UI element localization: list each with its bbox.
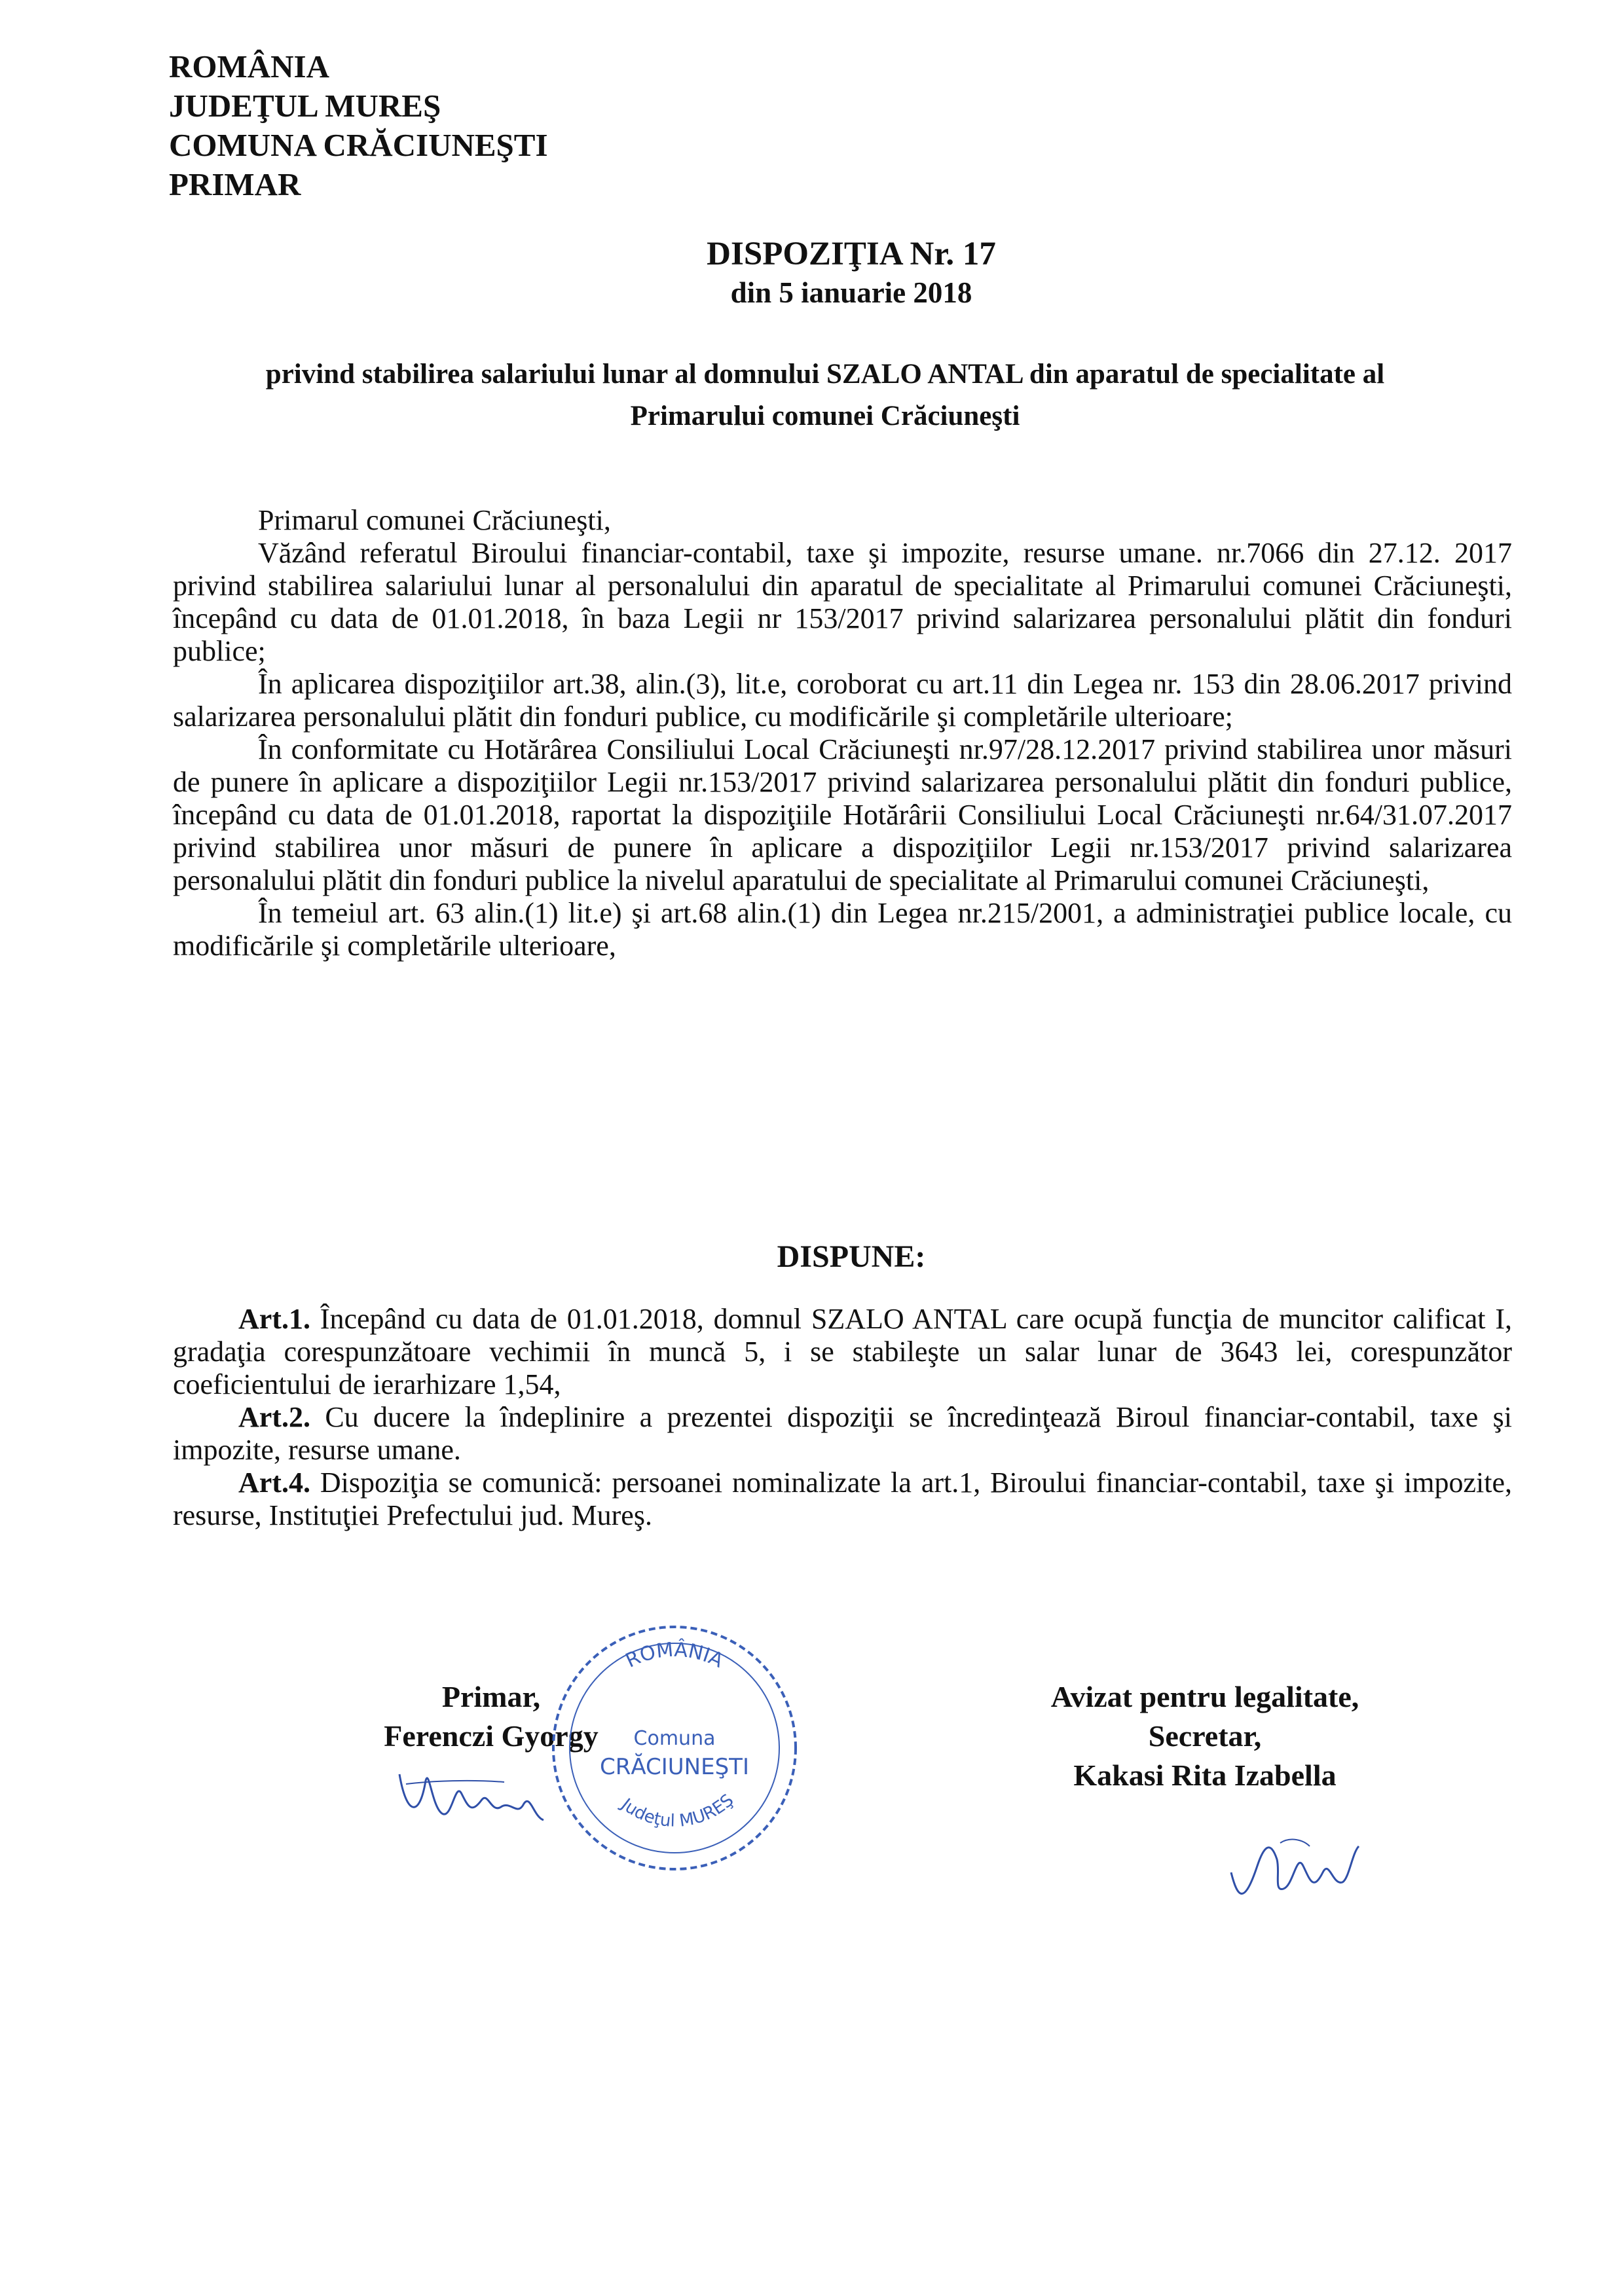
stamp-bottom-text: Judeţul MUREŞ xyxy=(617,1790,738,1831)
articles xyxy=(173,1303,1512,1532)
preamble-paragraph: În conformitate cu Hotărârea Consiliului Local Crăciuneşti nr.97/28.12.2017 privind stabilirea unor măsuri de punere în aplicare a dispoziţiilor Legii nr.153/2017 privind salarizarea personalului plătit din fonduri publice, începând cu data de 01.01.2018, raportat la dispoziţiile Hotărârii Consiliului Local Crăciuneşti nr.64/31.07.2017 privind stabilirea unor măsuri de punere în aplicare a dispoziţiilor Legii nr.153/2017 privind salarizarea personalului plătit din fonduri publice la nivelul aparatului de specialitate al Primarului comunei Crăciuneşti, xyxy=(173,733,1512,896)
stamp-middle-text: Comuna xyxy=(633,1727,716,1750)
legality-endorsement: Avizat pentru legalitate, xyxy=(1050,1680,1359,1713)
article-4 xyxy=(173,1467,1512,1532)
article-text: Începând cu data de 01.01.2018, domnul SZALO ANTAL care ocupă funcţia de muncitor calificat I, gradaţia corespunzătoare vechimii în muncă 5, i se stabileşte un salar lunar de 3643 lei, corespunzător coeficientului de ierarhizare 1,54, xyxy=(173,1303,1512,1400)
preamble-paragraph: Văzând referatul Biroului financiar-contabil, taxe şi impozite, resurse umane. nr.7066 din 27.12. 2017 privind stabilirea salariului lunar al personalului din aparatul de specialitate al Primarului comunei Crăciuneşti, începând cu data de 01.01.2018, în baza Legii nr 153/2017 privind salarizarea personalului plătit din fonduri publice; xyxy=(173,537,1512,667)
disposition-number: DISPOZIŢIA Nr. 17 xyxy=(707,236,996,272)
header-role: PRIMAR xyxy=(169,166,301,202)
secretary-signature-block xyxy=(989,1677,1421,1795)
header-country: ROMÂNIA xyxy=(169,48,329,84)
article-label: Art.1. xyxy=(238,1303,310,1335)
article-text: Dispoziţia se comunică: persoanei nominalizate la art.1, Biroului financiar-contabil, taxe şi impozite, resurse, Instituţiei Prefectului jud. Mureş. xyxy=(173,1467,1512,1531)
article-text: Cu ducere la îndeplinire a prezentei dispoziţii se încredinţează Biroul financiar-contabil, taxe şi impozite, resurse umane. xyxy=(173,1401,1512,1466)
mayor-handwritten-signature xyxy=(393,1755,550,1833)
header-county: JUDEŢUL MUREŞ xyxy=(169,88,441,124)
mayor-name: Ferenczi Gyorgy xyxy=(384,1719,599,1753)
preamble-paragraph: În aplicarea dispoziţiilor art.38, alin.(3), lit.e, coroborat cu art.11 din Legea nr. 153 din 28.06.2017 privind salarizarea personalului plătit din fonduri publice, cu modificările şi completările ulterioare; xyxy=(173,668,1512,733)
article-label: Art.4. xyxy=(238,1467,310,1499)
subject-line-1: privind stabilirea salariului lunar al domnului SZALO ANTAL din aparatul de specialitate al xyxy=(265,359,1385,390)
mayor-title: Primar, xyxy=(441,1680,541,1713)
article-label: Art.2. xyxy=(238,1401,310,1433)
stamp-top-text: ROMÂNIA xyxy=(622,1638,727,1673)
preamble-paragraph: Primarul comunei Crăciuneşti, xyxy=(258,504,611,536)
secretary-title: Secretar, xyxy=(1148,1719,1262,1753)
secretary-handwritten-signature xyxy=(1218,1827,1375,1925)
article-1 xyxy=(173,1303,1512,1401)
article-2 xyxy=(173,1401,1512,1467)
institution-header xyxy=(169,47,548,204)
official-stamp xyxy=(537,1611,812,1886)
document-subject xyxy=(157,354,1493,437)
stamp-commune-name: CRĂCIUNEŞTI xyxy=(600,1754,749,1780)
header-commune: COMUNA CRĂCIUNEŞTI xyxy=(169,127,548,163)
document-title xyxy=(655,234,1048,312)
preamble xyxy=(173,504,1512,962)
preamble-paragraph: În temeiul art. 63 alin.(1) lit.e) şi art.68 alin.(1) din Legea nr.215/2001, a administraţiei publice locale, cu modificările şi completările ulterioare, xyxy=(173,897,1512,962)
dispune-heading: DISPUNE: xyxy=(777,1239,926,1274)
disposition-date: din 5 ianuarie 2018 xyxy=(730,276,972,309)
subject-line-2: Primarului comunei Crăciuneşti xyxy=(630,401,1020,431)
secretary-name: Kakasi Rita Izabella xyxy=(1073,1758,1337,1792)
